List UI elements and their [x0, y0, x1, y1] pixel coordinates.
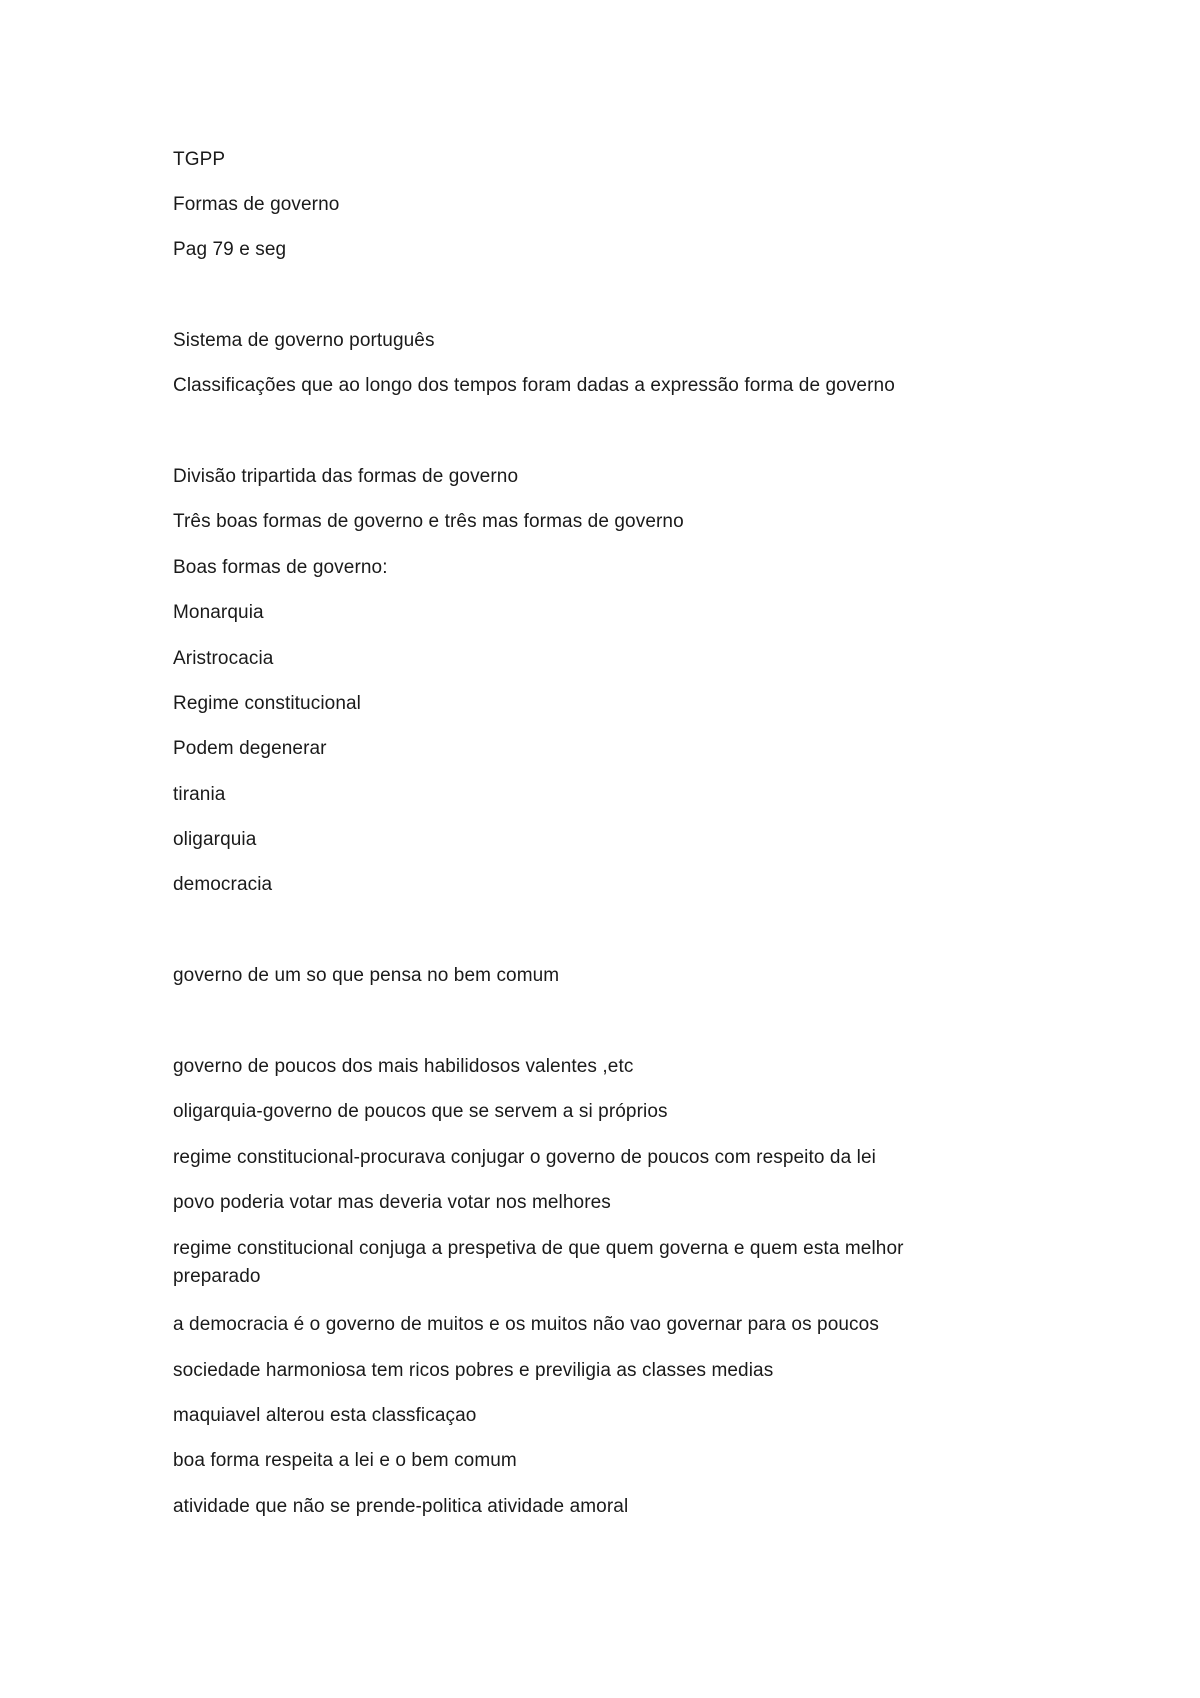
text-line: Divisão tripartida das formas de governo	[173, 466, 519, 487]
text-line: Classificações que ao longo dos tempos foram dadas a expressão forma de governo	[173, 375, 895, 396]
text-line: Sistema de governo português	[173, 330, 435, 351]
text-line: maquiavel alterou esta classficaçao	[173, 1405, 477, 1426]
document-subtitle: Formas de governo	[173, 194, 340, 215]
text-line: atividade que não se prende-politica atividade amoral	[173, 1496, 629, 1517]
list-item: Regime constitucional	[173, 693, 361, 714]
list-item: oligarquia	[173, 829, 257, 850]
page-reference: Pag 79 e seg	[173, 239, 287, 260]
list-item: Monarquia	[173, 602, 264, 623]
document-title: TGPP	[173, 149, 226, 170]
text-line: Três boas formas de governo e três mas formas de governo	[173, 511, 684, 532]
text-line: governo de um so que pensa no bem comum	[173, 965, 560, 986]
text-line: Podem degenerar	[173, 738, 327, 759]
text-line: Boas formas de governo:	[173, 557, 388, 578]
list-item: Aristrocacia	[173, 648, 274, 669]
list-item: democracia	[173, 874, 273, 895]
text-line: oligarquia-governo de poucos que se servem a si próprios	[173, 1101, 668, 1122]
text-line: regime constitucional-procurava conjugar o governo de poucos com respeito da lei	[173, 1147, 876, 1168]
text-line: sociedade harmoniosa tem ricos pobres e previligia as classes medias	[173, 1360, 774, 1381]
text-line: regime constitucional conjuga a prespetiva de que quem governa e quem esta melhor preparado	[173, 1238, 904, 1287]
text-line: boa forma respeita a lei e o bem comum	[173, 1450, 517, 1471]
list-item: tirania	[173, 784, 226, 805]
text-line: a democracia é o governo de muitos e os muitos não vao governar para os poucos	[173, 1314, 879, 1335]
text-line: governo de poucos dos mais habilidosos valentes ,etc	[173, 1056, 634, 1077]
text-line: povo poderia votar mas deveria votar nos melhores	[173, 1192, 611, 1213]
